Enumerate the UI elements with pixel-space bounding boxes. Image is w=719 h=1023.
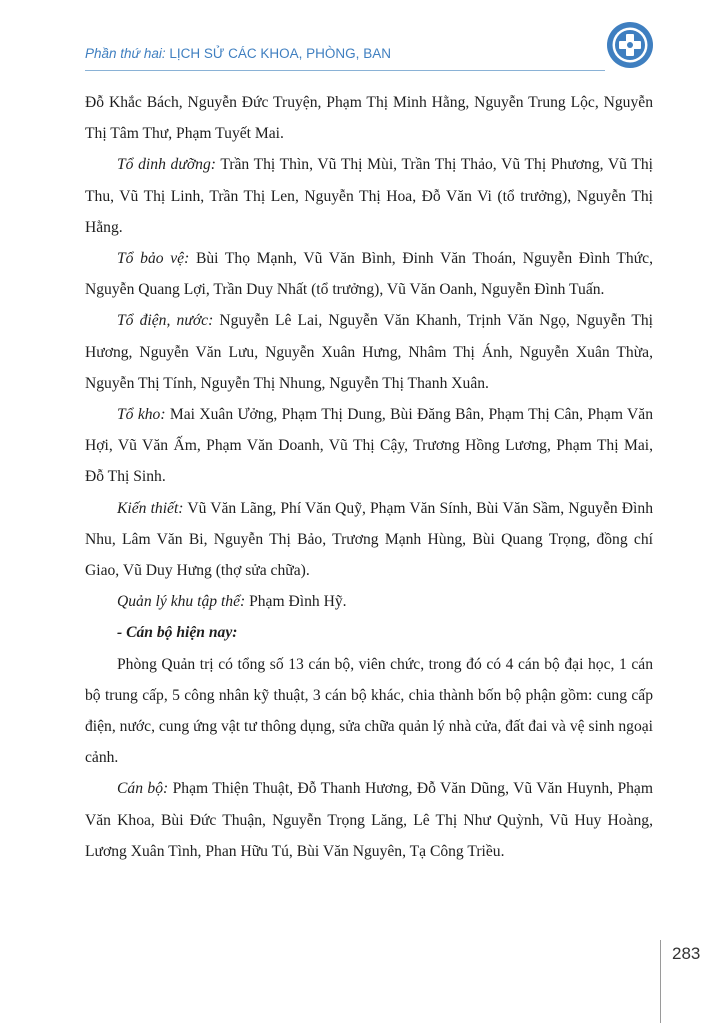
running-header xyxy=(85,44,605,71)
group-label: Tổ điện, nước: xyxy=(117,312,214,330)
group-label: Tổ dinh dưỡng: xyxy=(117,156,216,174)
paragraph-text: Nguyễn Lê Lai, Nguyễn Văn Khanh, Trịnh Văn Ngọ, Nguyễn Thị Hương, Nguyễn Văn Lưu, Nguyễn Xuân Hưng, Nhâm Thị Ánh, Nguyễn Xuân Thừa, Nguyễn Thị Tính, Nguyễn Thị Nhung, Nguyễn Thị Thanh Xuân. xyxy=(85,312,653,392)
paragraph-quan-ly-khu-tap-the xyxy=(85,586,653,617)
header-part-label: Phần thứ hai: xyxy=(85,46,166,61)
page-number: 283 xyxy=(672,944,701,963)
paragraph-to-kho xyxy=(85,399,653,493)
hospital-cross-emblem-icon xyxy=(605,20,655,70)
group-label: Tổ bảo vệ: xyxy=(117,250,190,268)
paragraph-kien-thiet xyxy=(85,493,653,587)
folio-divider xyxy=(660,940,661,1023)
group-label: Quản lý khu tập thể: xyxy=(117,593,246,611)
paragraph-text: Đỗ Khắc Bách, Nguyễn Đức Truyện, Phạm Thị Minh Hằng, Nguyễn Trung Lộc, Nguyễn Thị Tâm Thư, Phạm Tuyết Mai. xyxy=(85,94,653,143)
paragraph-to-dinh-duong xyxy=(85,149,653,243)
group-label: Cán bộ: xyxy=(117,780,169,798)
paragraph-text: Mai Xuân Ưởng, Phạm Thị Dung, Bùi Đăng Bân, Phạm Thị Cân, Phạm Văn Hợi, Vũ Văn Ấm, Phạm Văn Doanh, Vũ Thị Cậy, Trương Hồng Lương, Phạm Thị Mai, Đỗ Thị Sinh. xyxy=(85,406,653,486)
page-body xyxy=(85,87,653,867)
paragraph-summary xyxy=(85,649,653,774)
header-section-title: LỊCH SỬ CÁC KHOA, PHÒNG, BAN xyxy=(165,46,391,61)
paragraph-text: Vũ Văn Lãng, Phí Văn Quỹ, Phạm Văn Sính, Bùi Văn Sầm, Nguyễn Đình Nhu, Lâm Văn Bi, Nguyễn Thị Bảo, Trương Mạnh Hùng, Bùi Quang Trọng, đồng chí Giao, Vũ Duy Hưng (thợ sửa chữa). xyxy=(85,499,653,580)
group-label: Tổ kho: xyxy=(117,406,166,424)
section-heading xyxy=(85,617,653,648)
paragraph-text: Phạm Thiện Thuật, Đỗ Thanh Hương, Đỗ Văn Dũng, Vũ Văn Huynh, Phạm Văn Khoa, Bùi Đức Thuận, Nguyễn Trọng Lăng, Lê Thị Như Quỳnh, Vũ Huy Hoàng, Lương Xuân Tình, Phan Hữu Tú, Bùi Văn Nguyên, Tạ Công Triều. xyxy=(85,780,653,860)
paragraph-continuation xyxy=(85,87,653,149)
header-title xyxy=(85,46,391,61)
group-label: Kiến thiết: xyxy=(117,499,184,517)
paragraph-can-bo xyxy=(85,773,653,867)
paragraph-text: Bùi Thọ Mạnh, Vũ Văn Bình, Đinh Văn Thoán, Nguyễn Đình Thức, Nguyễn Quang Lợi, Trần Duy Nhất (tổ trưởng), Vũ Văn Oanh, Nguyễn Đình Tuấn. xyxy=(85,250,653,299)
section-heading-text: - Cán bộ hiện nay: xyxy=(117,624,238,642)
paragraph-text: Trần Thị Thìn, Vũ Thị Mùi, Trần Thị Thảo, Vũ Thị Phương, Vũ Thị Thu, Vũ Thị Linh, Trần Thị Len, Nguyễn Thị Hoa, Đỗ Văn Vi (tổ trưởng), Nguyễn Thị Hằng. xyxy=(85,156,654,236)
paragraph-to-dien-nuoc xyxy=(85,305,653,399)
paragraph-text: Phạm Đình Hỹ. xyxy=(245,593,347,611)
paragraph-to-bao-ve xyxy=(85,243,653,305)
paragraph-text: Phòng Quản trị có tổng số 13 cán bộ, viên chức, trong đó có 4 cán bộ đại học, 1 cán bộ trung cấp, 5 công nhân kỹ thuật, 3 cán bộ khác, chia thành bốn bộ phận gồm: cung cấp điện, nước, cung ứng vật tư thông dụng, sửa chữa quản lý nhà cửa, đất đai và vệ sinh ngoại cảnh. xyxy=(85,655,653,767)
